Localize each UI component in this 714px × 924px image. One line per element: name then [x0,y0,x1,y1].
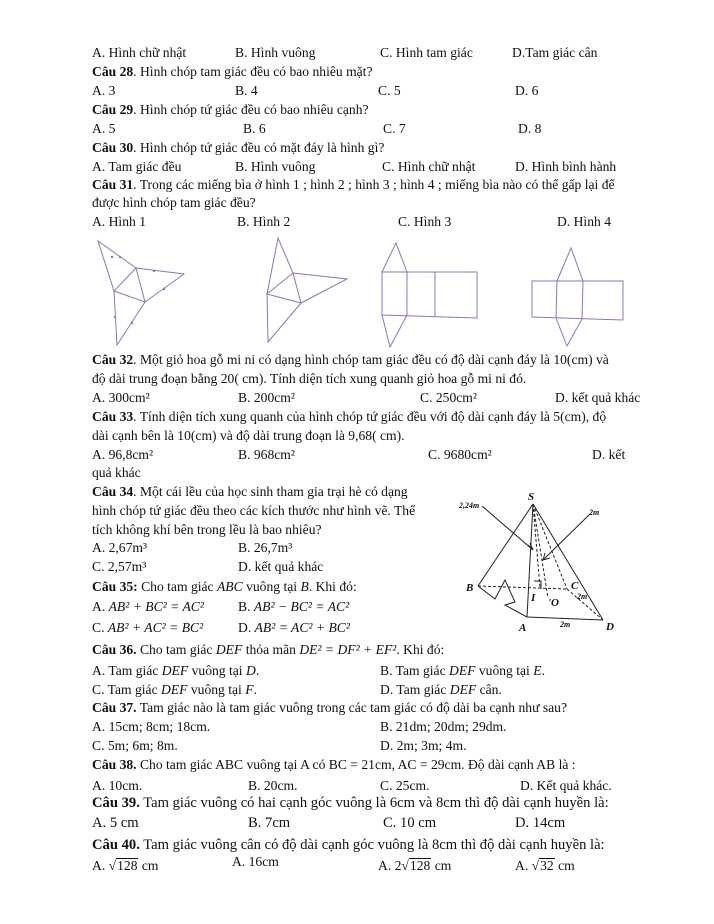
option-text: cân. [476,682,502,697]
q29-option-d: D. 8 [518,121,542,136]
q40-option-2: A. 16cm [232,854,279,869]
q35-vertex: B [300,579,309,594]
q31-option-b: B. Hình 2 [237,214,291,229]
q34-text-cont: hình chóp tứ giác đều theo các kích thước như hình vẽ. Thể [92,503,416,518]
q28-option-b: B. 4 [235,83,258,98]
q30-number: Câu 30 [92,140,134,155]
option-text: C. Tam giác [92,682,162,697]
q29-option-a: A. 5 [92,121,116,136]
q38-option-d: D. Kết quả khác. [520,778,612,793]
q29-option-b: B. 6 [243,121,266,136]
q37-option-d: D. 2m; 3m; 4m. [380,738,467,753]
q38-option-c: C. 25cm. [380,778,430,793]
option-text: vuông tại [475,663,534,678]
option-text: . [541,663,545,678]
option-text: . [255,663,260,678]
label-c: C [571,580,579,592]
option-label: A. [515,858,529,873]
q28-text: . Hình chóp tam giác đều có bao nhiêu mặt? [133,64,373,79]
q35-number: Câu 35: [92,579,138,594]
radicand: 128 [117,858,138,873]
net-figure-1 [98,241,184,345]
q36-expression: DE² = DF² + EF² [299,642,397,657]
sqrt-icon: √ [531,858,540,873]
q28-option-c: C. 5 [378,83,401,98]
option-expression: AB² + BC² = AC² [108,599,204,614]
label-b: B [466,582,474,594]
q28-number: Câu 28 [92,64,134,79]
option-text: vuông tại [187,682,246,697]
coefficient: 2 [394,858,402,873]
radicand: 32 [540,858,554,873]
option-label: A. [92,599,106,614]
option-label: A. [378,858,392,873]
q33-option-a: A. 96,8cm² [92,447,154,462]
q31-option-c: C. Hình 3 [398,214,452,229]
q31-option-d: D. Hình 4 [557,214,611,229]
q39-text: Tam giác vuông có hai cạnh góc vuông là 6cm và 8cm thì độ dài cạnh huyền là: [139,795,609,811]
q40-number: Câu 40. [92,837,140,853]
q33-option-c: C. 9680cm² [428,447,492,462]
q27-option-c: C. Hình tam giác [380,45,473,60]
option-label: C. [92,620,105,635]
option-vertex: D [246,663,256,678]
q39-option-a: A. 5 cm [92,815,139,831]
q34-option-c: C. 2,57m³ [92,559,147,574]
option-label: A. [92,858,106,873]
q36-text-c: . Khi đó: [396,642,445,657]
q33-option-d-cont: quả khác [92,465,141,480]
option-expression: AB² = AC² + BC² [254,620,350,635]
net-figure-2 [267,238,347,342]
q37-text: Tam giác nào là tam giác vuông trong các tam giác có độ dài ba cạnh như sau? [136,700,568,715]
q33-option-b: B. 968cm² [238,447,295,462]
option-triangle: DEF [161,682,188,697]
option-vertex: E [533,663,542,678]
q30-option-c: C. Hình chữ nhật [382,159,476,174]
radicand: 128 [409,858,431,873]
label-a: A [519,622,527,634]
option-text: B. Tam giác [380,663,450,678]
q32-option-c: C. 250cm² [420,390,477,405]
tent-pyramid-figure [458,491,614,634]
q39-option-b: B. 7cm [248,815,291,831]
q33-text: . Tính diện tích xung quanh của hình chóp tứ giác đều với độ dài cạnh đáy là 5(cm), độ [133,409,607,424]
q34-option-b: B. 26,7m³ [238,540,293,555]
q33-text-cont: dài cạnh bên là 10(cm) và độ dài trung đoạn là 9,68( cm). [92,428,405,443]
option-triangle: DEF [161,663,189,678]
q39-option-d: D. 14cm [515,815,566,831]
q35-text: Cho tam giác [137,579,217,594]
q36-text: Cho tam giác [136,642,216,657]
q37-option-a: A. 15cm; 8cm; 18cm. [92,719,211,734]
option-text: A. Tam giác [92,663,162,678]
q29-text: . Hình chóp tứ giác đều có bao nhiêu cạnh? [133,102,369,117]
label-s: S [528,491,535,503]
unit: cm [141,858,159,873]
option-label: D. [238,620,252,635]
net-figure-4 [532,248,623,346]
q31-text-cont: được hình chóp tam giác đều? [92,195,256,210]
q31-number: Câu 31 [92,177,134,192]
q30-option-d: D. Hình bình hành [515,159,617,174]
q31-option-a: A. Hình 1 [92,214,146,229]
q34-text: . Một cái lều của học sinh tham gia trại hè có dạng [133,484,408,499]
q38-option-a: A. 10cm. [92,778,143,793]
q40-text: Tam giác vuông cân có độ dài cạnh góc vuông là 8cm thì độ dài cạnh huyền là: [139,837,605,853]
q32-text: . Một giỏ hoa gỗ mi ni có dạng hình chóp tam giác đều có độ dài cạnh đáy là 10(cm) và [133,352,609,367]
label-i: I [531,592,536,604]
option-label: B. [238,599,251,614]
option-text: vuông tại [188,663,246,678]
option-vertex: F [245,682,254,697]
q28-option-d: D. 6 [515,83,539,98]
q37-option-c: C. 5m; 6m; 8m. [92,738,178,753]
q30-option-b: B. Hình vuông [235,159,316,174]
option-triangle: DEF [449,682,477,697]
unit: cm [434,858,452,873]
option-expression: AB² + AC² = BC² [107,620,204,635]
label-ad-length: 2m [560,620,571,629]
option-expression: AB² − BC² = AC² [253,599,350,614]
unit: cm [558,858,575,873]
q38-text: Cho tam giác ABC vuông tại A có BC = 21cm, AC = 29cm. Độ dài cạnh AB là : [136,757,576,772]
sqrt-icon: √ [108,858,117,873]
q37-number: Câu 37. [92,700,137,715]
q37-option-b: B. 21dm; 20dm; 29dm. [380,719,507,734]
label-o: 'O [548,597,559,609]
q39-number: Câu 39. [92,795,140,811]
q28-option-a: A. 3 [92,83,116,98]
option-text: D. Tam giác [380,682,450,697]
q29-number: Câu 29 [92,102,134,117]
q27-option-a: A. Hình chữ nhật [92,45,187,60]
q27-option-d: D.Tam giác cân [512,45,598,60]
q38-option-b: B. 20cm. [248,778,298,793]
q32-number: Câu 32 [92,352,134,367]
q36-number: Câu 36. [92,642,137,657]
q35-triangle: ABC [216,579,243,594]
q34-option-d: D. kết quả khác [238,559,324,574]
q32-option-d: D. kết quả khác [555,390,641,405]
q32-text-cont: độ dài trung đoạn bằng 20( cm). Tính diện tích xung quanh giỏ hoa gỗ mi ni đó. [92,371,527,386]
q30-text: . Hình chóp tứ giác đều có mặt đáy là hình gì? [133,140,385,155]
label-cd-length: 2m [577,592,588,601]
q29-option-c: C. 7 [383,121,406,136]
option-triangle: DEF [449,663,476,678]
q33-option-d: D. kết [592,447,626,462]
label-slant-length: 2,24m [459,501,480,510]
q34-text-cont-2: tích không khí bên trong lều là bao nhiêu? [92,522,322,537]
q32-option-b: B. 200cm² [238,390,295,405]
q32-option-a: A. 300cm² [92,390,150,405]
q38-number: Câu 38. [92,757,137,772]
q31-text: . Trong các miếng bìa ở hình 1 ; hình 2 ; hình 3 ; hình 4 ; miếng bìa nào có thể gấp lại để [133,177,615,192]
label-apothem-length: 2m [589,508,600,517]
sqrt-icon: √ [401,858,409,873]
q39-option-c: C. 10 cm [383,815,437,831]
q35-text-b: vuông tại [242,579,301,594]
q36-text-b: thỏa mãn [242,642,300,657]
net-figure-3 [382,243,477,347]
q33-number: Câu 33 [92,409,134,424]
q30-option-a: A. Tam giác đều [92,159,182,174]
q27-option-b: B. Hình vuông [235,45,316,60]
label-d: D [606,621,614,633]
q34-option-a: A. 2,67m³ [92,540,148,555]
q34-number: Câu 34 [92,484,134,499]
q36-triangle: DEF [215,642,243,657]
q35-text-c: . Khi đó: [308,579,357,594]
option-text: . [253,682,257,697]
